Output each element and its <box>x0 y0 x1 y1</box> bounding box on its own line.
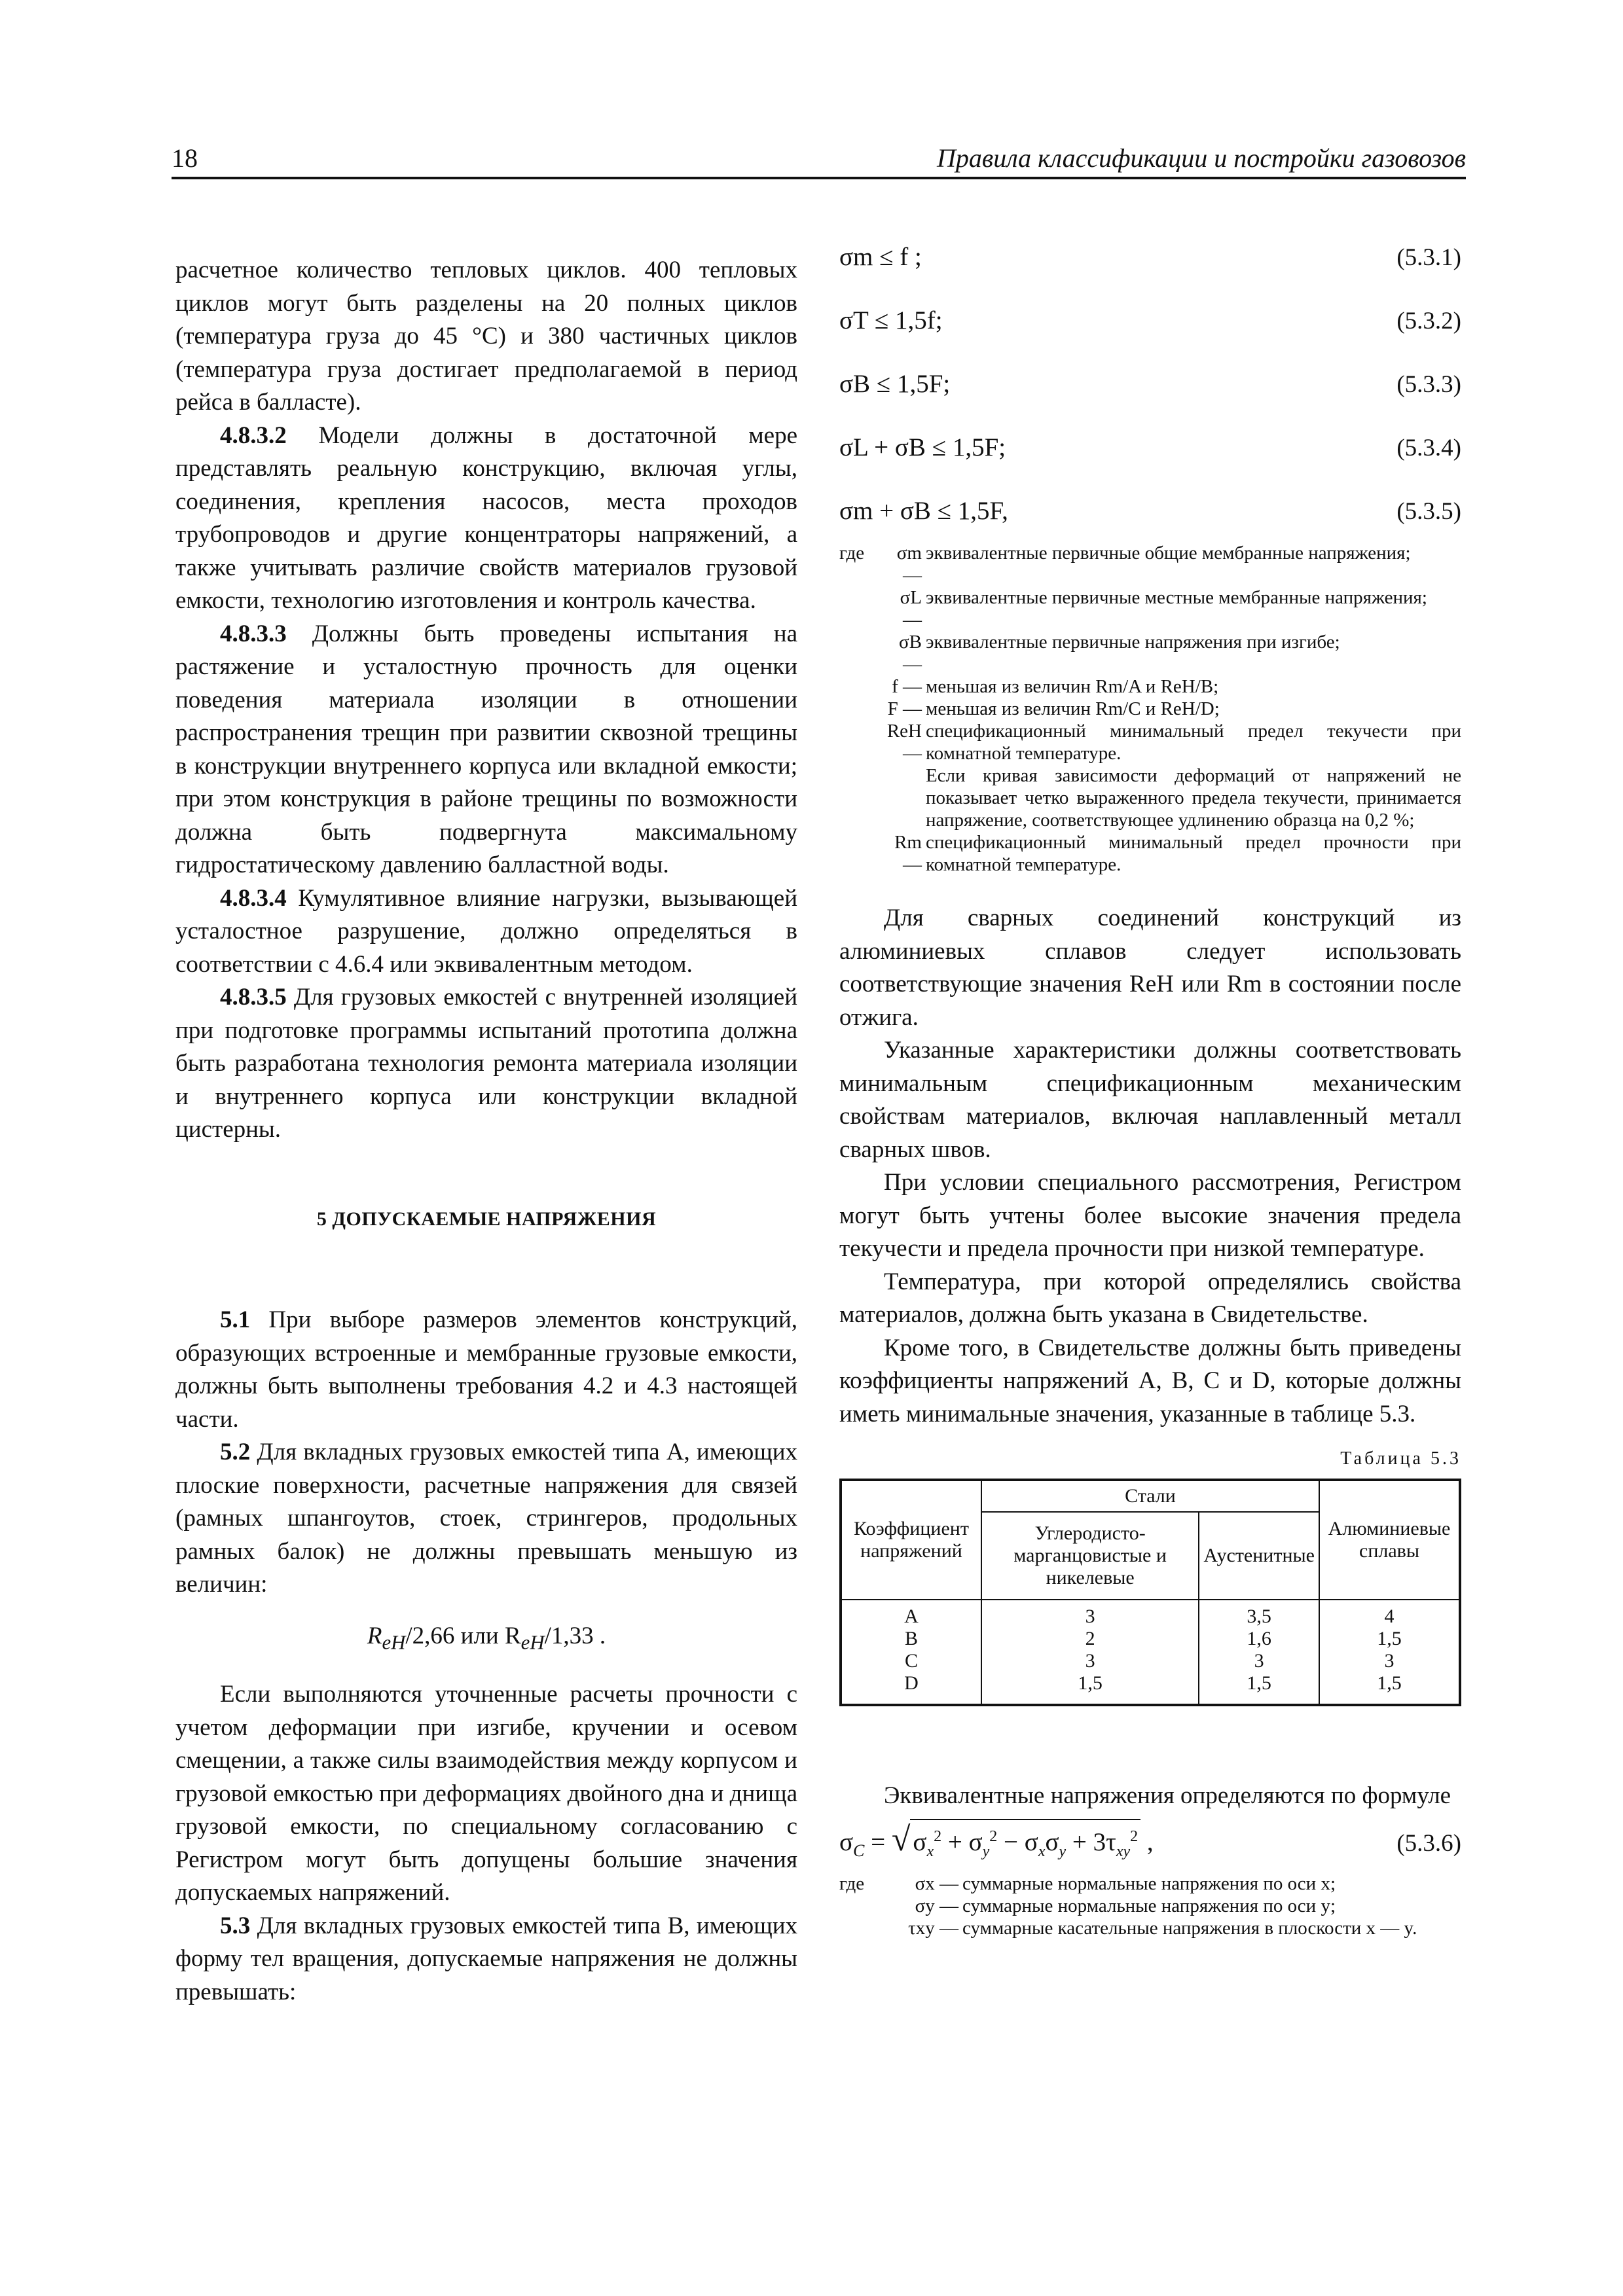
table-cell: 3 <box>981 1650 1199 1672</box>
table-cell: 3 <box>1199 1650 1319 1672</box>
formula-limits <box>175 1620 797 1659</box>
equation <box>839 1816 1461 1871</box>
clause-number: 5.2 <box>220 1439 251 1465</box>
equation <box>839 241 1461 304</box>
table-header-row <box>841 1480 1460 1512</box>
paragraph-text: При выборе размеров элементов конструкций, образующих встроенные и мембранные грузовые емкости, должны быть выполнены требования 4.2 и 4.3 настоящей части. <box>175 1306 797 1433</box>
definition-symbol: σm — <box>896 543 922 586</box>
definition-text: спецификационный минимальный предел прочности при комнатной температуре. <box>926 832 1461 875</box>
paragraph: При условии специального рассмотрения, Регистром могут быть учтены более высокие значения предела текучести и предела прочности при низкой температуре. <box>839 1169 1461 1262</box>
paragraph: Температура, при которой определялись свойства материалов, должна быть указана в Свидетельстве. <box>839 1268 1461 1328</box>
spacer <box>839 831 880 876</box>
table-cell: А <box>841 1600 981 1628</box>
definition-row <box>839 586 1461 631</box>
spacer <box>839 1895 880 1917</box>
spacer <box>839 764 880 831</box>
left-column <box>175 254 797 2009</box>
definition-text: суммарные касательные напряжения в плоскости x — y. <box>962 1918 1417 1939</box>
definition-symbol: ReH — <box>886 721 922 764</box>
spacer <box>839 631 880 675</box>
table-row <box>841 1672 1460 1705</box>
definition-row <box>839 542 1461 586</box>
clause-number: 5.3 <box>220 1912 251 1939</box>
table-cell: В <box>841 1628 981 1650</box>
definition-text: эквивалентные первичные общие мембранные напряжения; <box>926 543 1411 564</box>
table-header-cell: Углеродисто-марганцовистые и никелевые <box>981 1512 1199 1600</box>
paragraph-text: Для вкладных грузовых емкостей типа В, имеющих форму тел вращения, допускаемые напряжения не должны превышать: <box>175 1912 797 2005</box>
equation-number: (5.3.1) <box>1396 244 1461 271</box>
formula-part: eH <box>520 1630 545 1653</box>
definition-symbol: σB — <box>899 632 922 675</box>
table-cell: 3,5 <box>1199 1600 1319 1628</box>
formula-part: /1,33 . <box>544 1622 606 1649</box>
definition-symbol: F — <box>887 698 922 719</box>
table-cell: D <box>841 1672 981 1705</box>
paragraph: Для сварных соединений конструкций из алюминиевых сплавов следует использовать соответствующие значения ReH или Rm в состоянии после отжига. <box>839 905 1461 1031</box>
definition-symbol: σy — <box>915 1895 958 1916</box>
running-title: Правила классификации и постройки газовозов <box>936 143 1466 173</box>
definition-symbol: σL — <box>900 587 922 630</box>
paragraph: Указанные характеристики должны соответствовать минимальным спецификационным механическим свойствам материалов, включая наплавленный металл сварных швов. <box>839 1037 1461 1163</box>
equation <box>839 495 1461 541</box>
table-row <box>841 1650 1460 1672</box>
table-cell: 4 <box>1319 1600 1460 1628</box>
paragraph-text: Для грузовых емкостей с внутренней изоляцией при подготовке программы испытаний прототипа должна быть разработана технология ремонта материала изоляции и внутреннего корпуса или конструкции вкладной цистерны. <box>175 984 797 1143</box>
table-cell: 1,5 <box>1199 1672 1319 1705</box>
equation-number: (5.3.5) <box>1396 498 1461 525</box>
paragraph-text: Кумулятивное влияние нагрузки, вызывающей усталостное разрушение, должно определяться в соответствии с 4.6.4 или эквивалентным методом. <box>175 884 797 978</box>
definition-text: Если кривая зависимости деформаций от напряжений не показывает четко выраженного предела текучести, принимается напряжение, соответствующее удлинению образца на 0,2 %; <box>926 765 1461 831</box>
definition-text: суммарные нормальные напряжения по оси y; <box>962 1895 1336 1916</box>
paragraph-text: Модели должны в достаточной мере представлять реальную конструкцию, включая углы, соединения, крепления насосов, места проходов трубопроводов и другие концентраторы напряжений, а также учитывать различие свойств материалов грузовой емкости, технологию изготовления и контроль качества. <box>175 422 797 614</box>
right-column <box>839 241 1461 1939</box>
definition-symbol: Rm — <box>894 832 922 875</box>
definition-row <box>839 764 1461 831</box>
paragraph: Если выполняются уточненные расчеты прочности с учетом деформации при изгибе, кручении и осевом смещении, а также силы взаимодействия между корпусом и грузовой емкостью при деформациях двойного дна и днища грузовой емкости, по специальному согласованию с Регистром могут быть допущены большие значения допускаемых напряжений. <box>175 1681 797 1907</box>
table-header-cell: Алюминиевые сплавы <box>1319 1480 1460 1600</box>
equation <box>839 431 1461 495</box>
paragraph <box>175 1436 797 1602</box>
table-header-cell: Коэффициент напряжений <box>841 1480 981 1600</box>
paragraph-text: Для вкладных грузовых емкостей типа А, имеющих плоские поверхности, расчетные напряжения для связей (рамных шпангоутов, стоек, стрингеров, продольных рамных балок) не должны превышать меньшую из величин: <box>175 1439 797 1598</box>
definition-symbol <box>880 764 926 831</box>
section-heading: 5 ДОПУСКАЕМЫЕ НАПРЯЖЕНИЯ <box>316 1208 657 1230</box>
definition-row <box>839 1917 1461 1939</box>
table-caption: Таблица 5.3 <box>1340 1448 1461 1469</box>
clause-number: 4.8.3.5 <box>220 984 287 1011</box>
definition-row <box>839 720 1461 764</box>
equation <box>839 368 1461 431</box>
spacer <box>839 675 880 698</box>
table-cell: 3 <box>981 1600 1199 1628</box>
radicand: $\sigma_x^2 + \sigma_y^2 - \sigma_x\sigma_y + 3\tau_{xy}^2$ <box>910 1819 1140 1868</box>
paragraph <box>175 618 797 882</box>
spacer <box>839 1917 880 1939</box>
paragraph: расчетное количество тепловых циклов. 400 тепловых циклов могут быть разделены на 20 полных циклов (температура груза до 45 °С) и 380 частичных циклов (температура груза достигает предполагаемой в период рейса в балласте). <box>175 257 797 416</box>
spacer <box>839 720 880 764</box>
where-label: где <box>839 1873 865 1894</box>
definition-text: суммарные нормальные напряжения по оси x; <box>962 1873 1336 1894</box>
equation-expression: σm + σB ≤ 1,5F, <box>839 497 1008 525</box>
spacer <box>839 698 880 720</box>
page-number: 18 <box>172 143 198 173</box>
definition-text: эквивалентные первичные напряжения при изгибе; <box>926 632 1340 653</box>
clause-number: 4.8.3.3 <box>220 620 287 647</box>
definition-text: меньшая из величин Rm/A и ReH/B; <box>926 676 1219 697</box>
equation-number: (5.3.6) <box>1396 1829 1461 1857</box>
paragraph <box>175 882 797 982</box>
definition-text: спецификационный минимальный предел текучести при комнатной температуре. <box>926 721 1461 764</box>
clause-number: 4.8.3.2 <box>220 422 287 449</box>
paragraph: Эквивалентные напряжения определяются по формуле <box>884 1782 1451 1809</box>
formula-part: R <box>367 1622 382 1649</box>
spacer <box>839 1706 1461 1780</box>
formula-part: /2,66 или R <box>405 1622 521 1649</box>
definition-text: меньшая из величин Rm/C и ReH/D; <box>926 698 1220 719</box>
spacer <box>839 876 1461 902</box>
table-row <box>841 1628 1460 1650</box>
definition-text: эквивалентные первичные местные мембранные напряжения; <box>926 587 1427 608</box>
equation <box>839 304 1461 368</box>
where-label: где <box>839 543 865 564</box>
definition-row <box>839 698 1461 720</box>
table-cell: 1,5 <box>981 1672 1199 1705</box>
table-cell: 1,6 <box>1199 1628 1319 1650</box>
stress-coefficient-table <box>839 1479 1461 1706</box>
table-cell: 1,5 <box>1319 1628 1460 1650</box>
equation-expression: σm ≤ f ; <box>839 243 922 271</box>
table-row <box>841 1600 1460 1628</box>
equation-number: (5.3.2) <box>1396 308 1461 334</box>
table-header-cell: Стали <box>981 1480 1319 1512</box>
definition-row <box>839 1895 1461 1917</box>
table-cell: 2 <box>981 1628 1199 1650</box>
equation-expression: σB ≤ 1,5F; <box>839 370 951 398</box>
clause-number: 5.1 <box>220 1306 251 1333</box>
definition-row <box>839 1873 1461 1895</box>
paragraph <box>175 420 797 618</box>
definition-symbol: τxy — <box>908 1918 958 1939</box>
table-header-cell: Аустенитные <box>1199 1512 1319 1600</box>
definition-row <box>839 631 1461 675</box>
definitions <box>839 542 1461 876</box>
definition-row <box>839 831 1461 876</box>
paragraph <box>175 981 797 1147</box>
table-cell: 3 <box>1319 1650 1460 1672</box>
paragraph: Кроме того, в Свидетельстве должны быть приведены коэффициенты напряжений А, В, С и D, которые должны иметь минимальные значения, указанные в таблице 5.3. <box>839 1334 1461 1427</box>
formula-part: eH <box>382 1630 406 1653</box>
equation-number: (5.3.4) <box>1396 435 1461 461</box>
spacer <box>839 586 880 631</box>
paragraph <box>175 1304 797 1436</box>
equation-expression: σL + σB ≤ 1,5F; <box>839 433 1006 461</box>
paragraph <box>175 1910 797 2009</box>
equation-expression: σT ≤ 1,5f; <box>839 306 943 334</box>
header-rule <box>172 177 1466 179</box>
equation-expression: $\sigma_C$ = √ $\sigma_x^2 + \sigma_y^2 - \sigma_x\sigma_y + 3\tau_{xy}^2$ , <box>839 1819 1154 1868</box>
definition-row <box>839 675 1461 698</box>
table-cell: С <box>841 1650 981 1672</box>
equation-number: (5.3.3) <box>1396 371 1461 398</box>
clause-number: 4.8.3.4 <box>220 884 287 912</box>
table-cell: 1,5 <box>1319 1672 1460 1705</box>
definitions-2 <box>839 1873 1461 1939</box>
definition-symbol: f — <box>892 676 922 697</box>
definition-symbol: σx — <box>915 1873 958 1894</box>
paragraph-text: Должны быть проведены испытания на растяжение и усталостную прочность для оценки поведения материала изоляции в отношении распространения трещин при развитии сквозной трещины в конструкции внутреннего корпуса или вкладной емкости; при этом конструкция в районе трещины по возможности должна быть подвергнута максимальному гидростатическому давлению балластной воды. <box>175 620 797 878</box>
